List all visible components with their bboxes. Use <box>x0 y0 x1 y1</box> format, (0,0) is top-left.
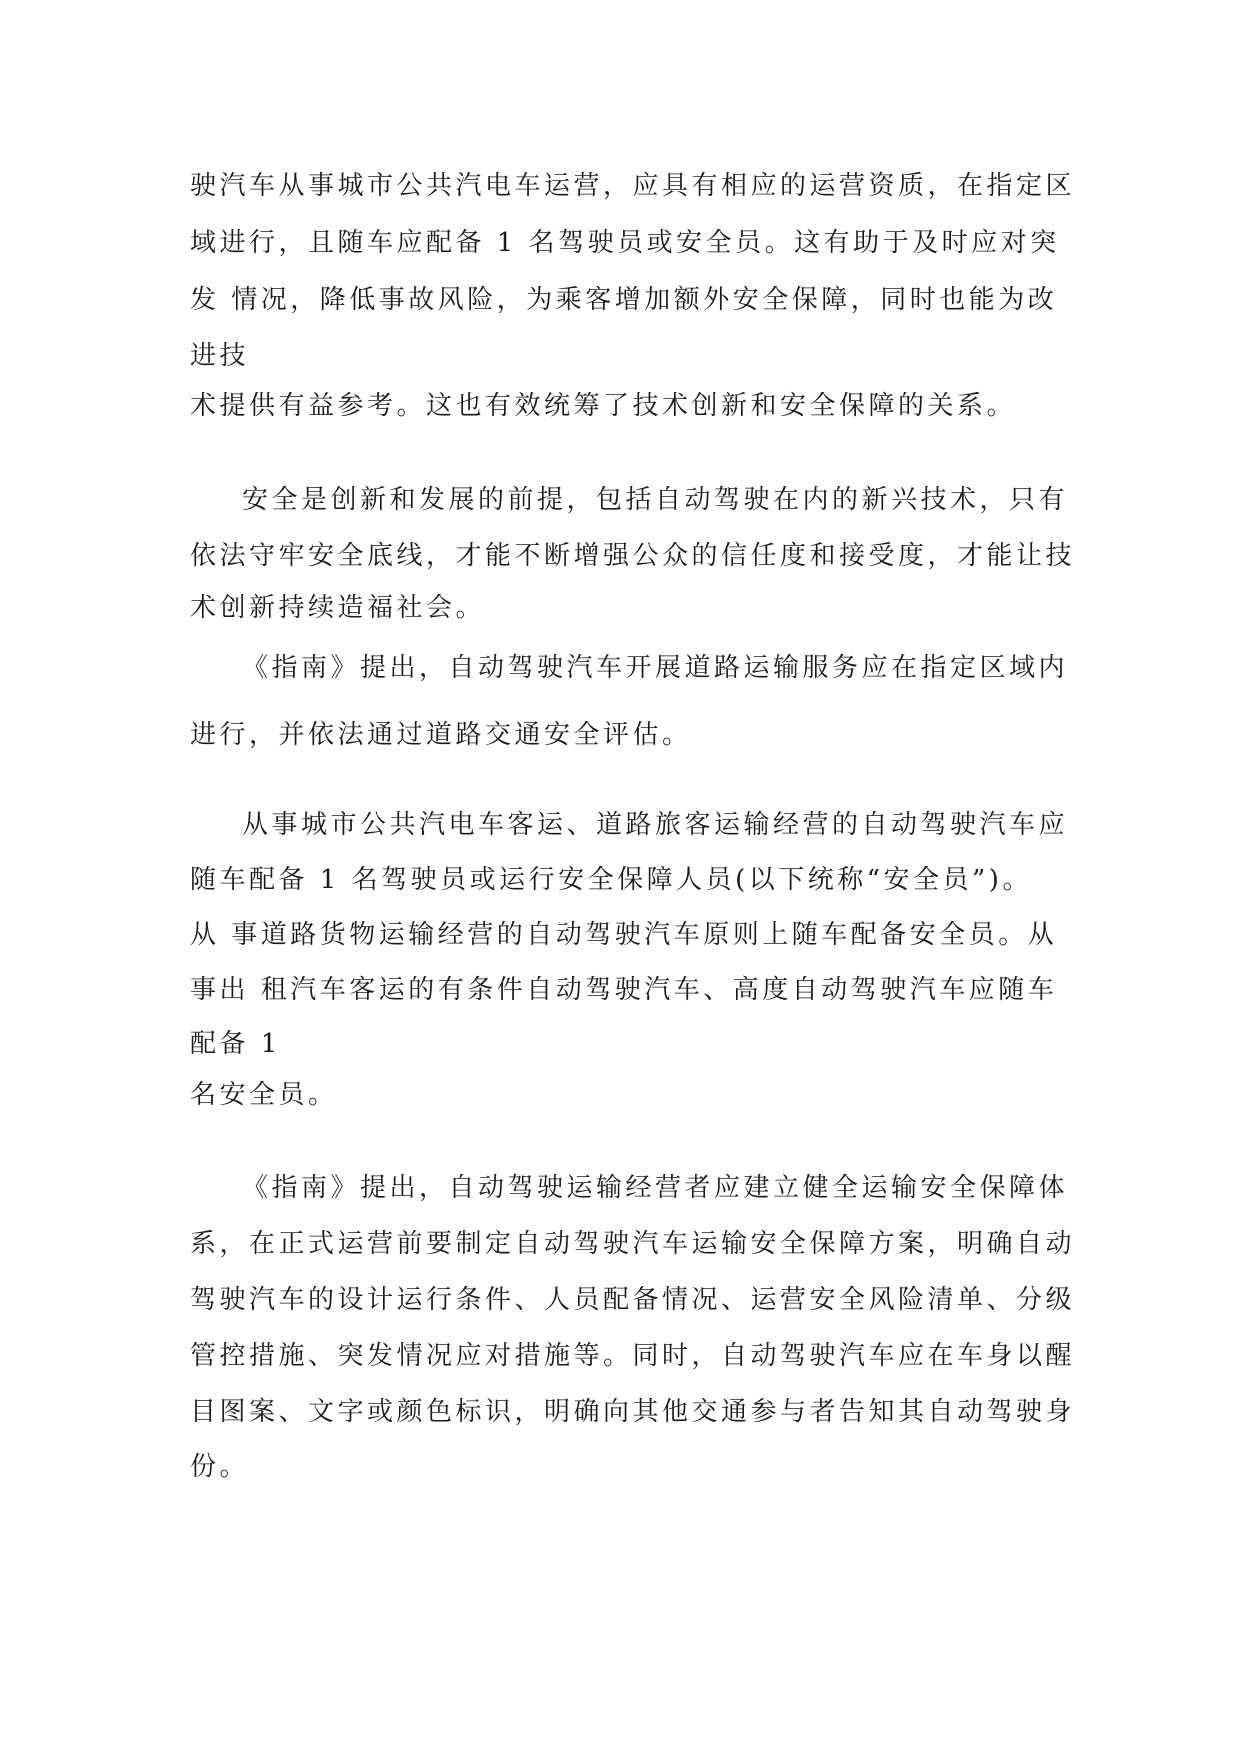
text-line: 驶汽车从事城市公共汽电车运营，应具有相应的运营资质，在指定区 <box>190 171 1076 201</box>
text-line: 安全是创新和发展的前提，包括自动驾驶在内的新兴技术，只有 <box>242 485 1069 515</box>
text-line: 名安全员。 <box>190 1080 338 1110</box>
text-line: 管控措施、突发情况应对措施等。同时，自动驾驶汽车应在车身以醒 <box>190 1341 1076 1371</box>
text-line: 配备 1 <box>190 1029 281 1059</box>
text-line: 术提供有益参考。这也有效统筹了技术创新和安全保障的关系。 <box>190 391 1017 421</box>
text-line: 域进行，且随车应配备 1 名驾驶员或安全员。这有助于及时应对突 <box>190 228 1060 258</box>
text-line: 从事城市公共汽电车客运、道路旅客运输经营的自动驾驶汽车应 <box>242 810 1069 840</box>
text-line: 系，在正式运营前要制定自动驾驶汽车运输安全保障方案，明确自动 <box>190 1229 1076 1259</box>
text-line: 份。 <box>190 1452 250 1482</box>
text-line: 目图案、文字或颜色标识，明确向其他交通参与者告知其自动驾驶身 <box>190 1397 1076 1427</box>
text-line: 驾驶汽车的设计运行条件、人员配备情况、运营安全风险清单、分级 <box>190 1285 1076 1315</box>
text-line: 《指南》提出，自动驾驶汽车开展道路运输服务应在指定区域内 <box>242 653 1069 683</box>
text-line: 进行，并依法通过道路交通安全评估。 <box>190 720 692 750</box>
text-line: 事出 租汽车客运的有条件自动驾驶汽车、高度自动驾驶汽车应随车 <box>190 975 1058 1005</box>
text-line: 《指南》提出，自动驾驶运输经营者应建立健全运输安全保障体 <box>242 1173 1069 1203</box>
text-line: 术创新持续造福社会。 <box>190 593 486 623</box>
text-line: 进技 <box>190 341 250 371</box>
text-line: 依法守牢安全底线，才能不断增强公众的信任度和接受度，才能让技 <box>190 541 1076 571</box>
text-line: 发 情况，降低事故风险，为乘客增加额外安全保障，同时也能为改 <box>190 285 1058 315</box>
text-line: 随车配备 1 名驾驶员或运行安全保障人员(以下统称“安全员”)。 <box>190 865 1032 895</box>
text-line: 从 事道路货物运输经营的自动驾驶汽车原则上随车配备安全员。从 <box>190 920 1058 950</box>
